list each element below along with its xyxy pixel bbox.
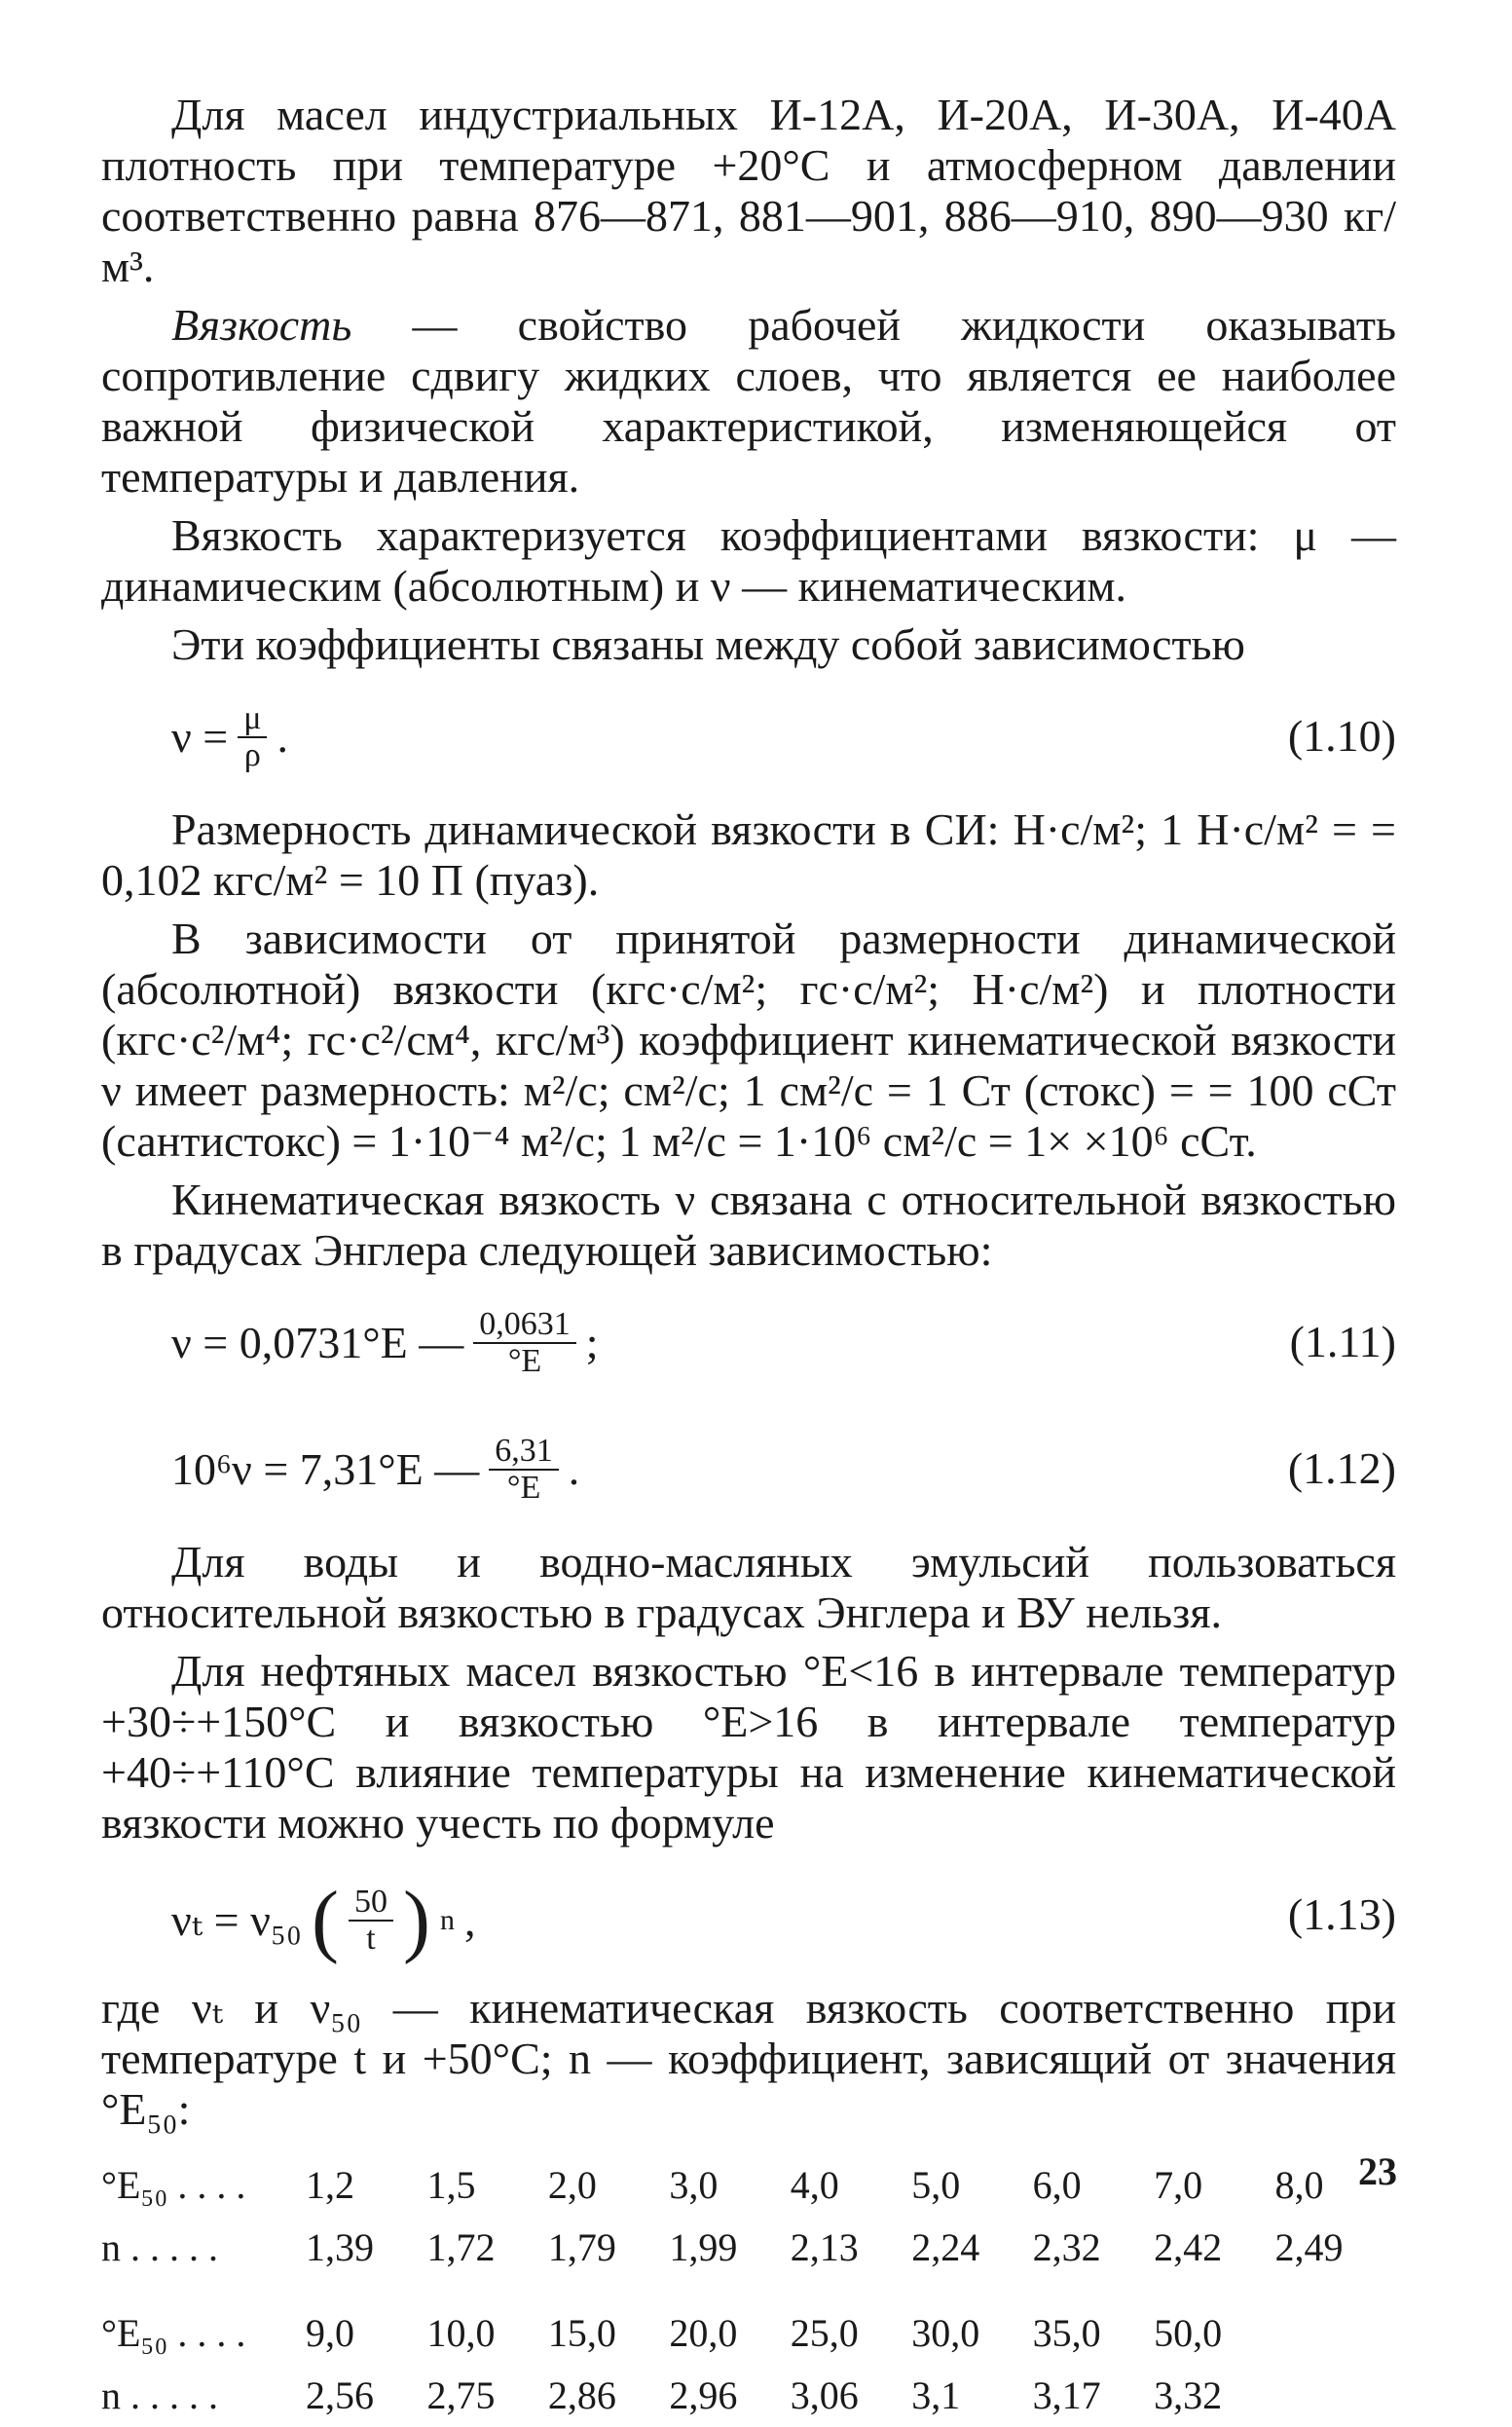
- table-cell: 1,2: [306, 2163, 354, 2207]
- table-cell: 2,42: [1154, 2225, 1223, 2269]
- formula-number: (1.11): [1289, 1317, 1396, 1366]
- table-cell: 1,5: [426, 2163, 476, 2207]
- formula-number: (1.10): [1287, 711, 1396, 761]
- table-cell: 2,13: [790, 2225, 859, 2269]
- paragraph-viscosity-definition: [101, 300, 1396, 503]
- paragraph-where-legend: где νₜ и ν₅₀ — кинематическая вязкость соответственно при температуре t и +50°С; n — коэффициент, зависящий от значения °E₅₀:: [101, 1983, 1396, 2134]
- table-cell: 25,0: [790, 2311, 859, 2355]
- formula-tail: ,: [463, 1895, 476, 1945]
- formula-1-10: [101, 680, 1396, 797]
- table-cell: 9,0: [306, 2311, 354, 2355]
- definition-text: — свойство рабочей жидкости оказывать сопротивление сдвигу жидких слоев, что является ее наиболее важной физической характеристикой, изменяющейся от температуры и давления.: [101, 300, 1396, 502]
- formula-1-12: [101, 1412, 1396, 1529]
- row-label-n: n . . . . .: [101, 2373, 218, 2417]
- table-cell: 5,0: [911, 2163, 961, 2207]
- fraction-numerator: μ: [238, 701, 267, 738]
- table-cell: 2,0: [547, 2163, 597, 2207]
- table-cell: 10,0: [426, 2311, 496, 2355]
- table-row-e50-2: [101, 2279, 1396, 2365]
- paragraph-kinematic-units: В зависимости от принятой размерности динамической (абсолютной) вязкости (кгс·с/м²; гс·с/м²; Н·с/м²) и плотности (кгс·с²/м⁴; гс·с²/см⁴, кгс/м³) коэффициент кинематической вязкости ν имеет размерность: м²/с; см²/с; 1 см²/с = 1 Ст (стокс) = = 100 сСт (сантистокс) = 1·10⁻⁴ м²/с; 1 м²/с = 1·10⁶ см²/с = 1× ×10⁶ сСт.: [101, 914, 1396, 1166]
- formula-tail: .: [568, 1444, 580, 1494]
- table-cell: 1,79: [547, 2225, 616, 2269]
- fraction-denominator: °E: [507, 1343, 542, 1379]
- table-cell: 2,86: [547, 2373, 616, 2417]
- formula-fraction: [238, 701, 267, 773]
- fraction-numerator: 50: [349, 1885, 393, 1922]
- row-label-n: n . . . . .: [101, 2225, 218, 2269]
- paragraph-si-units: Размерность динамической вязкости в СИ: Н·с/м²; 1 Н·с/м² = = 0,102 кгс/м² = 10 П (пуаз).: [101, 804, 1396, 905]
- table-cell: 3,17: [1032, 2373, 1101, 2417]
- formula-fraction: [473, 1307, 576, 1379]
- formula-number: (1.12): [1287, 1443, 1396, 1493]
- open-paren: (: [311, 1875, 339, 1965]
- page-body: [101, 90, 1396, 2427]
- table-cell-empty: [1275, 2365, 1397, 2427]
- formula-number: (1.13): [1287, 1889, 1396, 1939]
- table-cell: 1,72: [426, 2225, 496, 2269]
- formula-tail: ;: [585, 1318, 599, 1367]
- fraction-numerator: 0,0631: [473, 1307, 576, 1344]
- table-cell: 4,0: [790, 2163, 839, 2207]
- table-cell: 15,0: [547, 2311, 616, 2355]
- formula-expression: [171, 1434, 579, 1506]
- table-cell: 35,0: [1032, 2311, 1101, 2355]
- paragraph-viscosity-coefficients: Вязкость характеризуется коэффициентами вязкости: μ — динамическим (абсолютным) и ν — кинематическим.: [101, 510, 1396, 611]
- table-row-n-2: [101, 2365, 1396, 2427]
- table-cell: 3,1: [911, 2373, 961, 2417]
- formula-exponent: n: [439, 1904, 455, 1936]
- close-paren: ): [402, 1875, 430, 1965]
- page-number: 23: [1358, 2149, 1397, 2193]
- table-cell: 3,0: [669, 2163, 719, 2207]
- table-cell: 1,99: [669, 2225, 738, 2269]
- table-cell: 50,0: [1154, 2311, 1223, 2355]
- fraction-denominator: t: [366, 1921, 376, 1957]
- formula-lhs: νₜ = ν₅₀: [171, 1895, 302, 1945]
- table-cell: 30,0: [911, 2311, 980, 2355]
- table-cell: 3,32: [1154, 2373, 1223, 2417]
- table-cell: 6,0: [1032, 2163, 1082, 2207]
- formula-lhs: ν =: [171, 712, 229, 762]
- formula-expression: [171, 1307, 599, 1379]
- paragraph-engler-intro: Кинематическая вязкость ν связана с относительной вязкостью в градусах Энглера следующей зависимостью:: [101, 1175, 1396, 1275]
- fraction-numerator: 6,31: [489, 1434, 559, 1471]
- formula-expression: [171, 1875, 476, 1965]
- paragraph-water-emulsions: Для воды и водно-масляных эмульсий пользоваться относительной вязкостью в градусах Энглера и ВУ нельзя.: [101, 1537, 1396, 1637]
- table-row-n-1: [101, 2217, 1396, 2279]
- paragraph-temperature-effect: Для нефтяных масел вязкостью °E<16 в интервале температур +30÷+150°С и вязкостью °E>16 в интервале температур +40÷+110°С влияние температуры на изменение кинематической вязкости можно учесть по формуле: [101, 1646, 1396, 1848]
- formula-expression: [171, 701, 288, 773]
- table-row-e50-1: [101, 2154, 1396, 2217]
- formula-1-13: [101, 1858, 1396, 1975]
- table-cell: 2,75: [426, 2373, 496, 2417]
- formula-lhs: 10⁶ν = 7,31°E —: [171, 1444, 480, 1494]
- fraction-denominator: ρ: [243, 737, 261, 773]
- table-cell-empty: [1275, 2279, 1397, 2365]
- row-label-e50: °E₅₀ . . . .: [101, 2311, 246, 2355]
- term-viscosity: Вязкость: [171, 300, 352, 350]
- fraction-denominator: °E: [506, 1470, 541, 1506]
- table-cell: 2,56: [306, 2373, 374, 2417]
- table-cell: 2,24: [911, 2225, 980, 2269]
- formula-1-11: [101, 1286, 1396, 1402]
- row-label-e50: °E₅₀ . . . .: [101, 2163, 246, 2207]
- formula-tail: .: [277, 712, 288, 762]
- table-cell: 3,06: [790, 2373, 859, 2417]
- paragraph-oil-density: Для масел индустриальных И-12А, И-20А, И-30А, И-40А плотность при температуре +20°С и атмосферном давлении соответственно равна 876—871, 881—901, 886—910, 890—930 кг/м³.: [101, 90, 1396, 291]
- engler-coefficient-table: [101, 2154, 1396, 2427]
- table-cell: 7,0: [1154, 2163, 1203, 2207]
- table-cell: 8,0: [1274, 2163, 1324, 2207]
- table-cell: 20,0: [669, 2311, 738, 2355]
- paragraph-relationship-intro: Эти коэффициенты связаны между собой зависимостью: [171, 619, 1245, 669]
- formula-fraction: [489, 1434, 559, 1506]
- table-cell: 1,39: [306, 2225, 374, 2269]
- table-cell: 2,49: [1274, 2225, 1344, 2269]
- formula-fraction: [349, 1885, 393, 1957]
- table-cell: 2,32: [1032, 2225, 1101, 2269]
- table-cell: 2,96: [669, 2373, 738, 2417]
- formula-lhs: ν = 0,0731°E —: [171, 1318, 464, 1367]
